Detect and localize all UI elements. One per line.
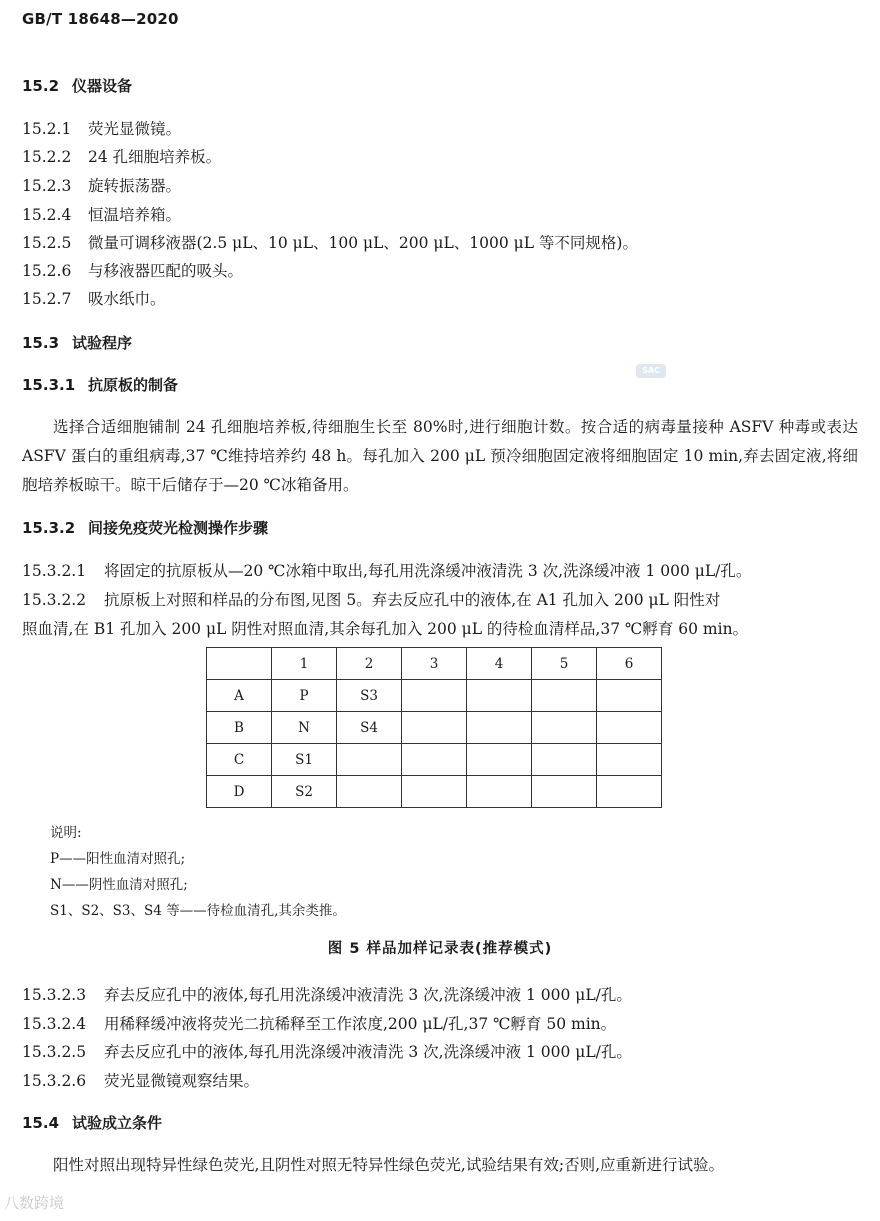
item-text: 吸水纸巾。 (88, 290, 166, 308)
table-cell: B (207, 712, 272, 744)
table-cell (532, 680, 597, 712)
step-text: 用稀释缓冲液将荧光二抗稀释至工作浓度,200 μL/孔,37 ℃孵育 50 min。 (104, 1015, 617, 1033)
paragraph-antigen-plate: 选择合适细胞铺制 24 孔细胞培养板,待细胞生长至 80%时,进行细胞计数。按合适的病毒量接种 ASFV 种毒或表达 ASFV 蛋白的重组病毒,37 ℃维持培养约 48 h。每孔加入 200 μL 预冷细胞固定液将细胞固定 10 min,弃去固定液,将细胞培养板晾干。晾干后储存于—20 ℃冰箱备用。 (22, 418, 858, 494)
list-item (22, 176, 181, 196)
table-cell: 4 (467, 648, 532, 680)
step-item (22, 590, 720, 610)
table-cell: S1 (272, 744, 337, 776)
list-item (22, 261, 243, 281)
figure-caption: 图 5 样品加样记录表(推荐模式) (327, 941, 553, 957)
table-cell: D (207, 776, 272, 808)
item-number: 15.2.6 (22, 262, 72, 280)
table-header-row (207, 648, 662, 680)
step-item (22, 561, 751, 581)
table-cell: S4 (337, 712, 402, 744)
step-number: 15.3.2.2 (22, 591, 87, 609)
table-cell: S3 (337, 680, 402, 712)
table-cell (402, 744, 467, 776)
table-row (207, 712, 662, 744)
step-text: 弃去反应孔中的液体,每孔用洗涤缓冲液清洗 3 次,洗涤缓冲液 1 000 μL/孔。 (104, 986, 632, 1004)
table-cell (207, 648, 272, 680)
section-15-4-heading (22, 1113, 162, 1133)
list-item (22, 289, 166, 309)
item-text: 微量可调移液器(2.5 μL、10 μL、100 μL、200 μL、1000 μL 等不同规格)。 (88, 234, 638, 252)
item-text: 24 孔细胞培养板。 (88, 148, 222, 166)
list-item (22, 147, 221, 167)
step-text: 荧光显微镜观察结果。 (104, 1072, 260, 1090)
legend-note: N——阴性血清对照孔; (50, 877, 188, 893)
table-cell (532, 712, 597, 744)
table-cell (467, 712, 532, 744)
table-cell (532, 744, 597, 776)
section-number: 15.3 (22, 334, 60, 352)
section-number: 15.4 (22, 1114, 60, 1132)
sample-layout-table (206, 647, 662, 808)
table-cell (402, 680, 467, 712)
table-cell (597, 680, 662, 712)
section-title: 试验成立条件 (72, 1114, 163, 1132)
table-cell (467, 744, 532, 776)
step-number: 15.3.2.4 (22, 1015, 87, 1033)
step-number: 15.3.2.1 (22, 562, 87, 580)
item-number: 15.2.5 (22, 234, 72, 252)
section-title: 试验程序 (72, 334, 133, 352)
step-number: 15.3.2.5 (22, 1043, 87, 1061)
step-item-continuation: 照血清,在 B1 孔加入 200 μL 阴性对照血清,其余每孔加入 200 μL 的待检血清样品,37 ℃孵育 60 min。 (22, 620, 749, 638)
step-item (22, 985, 632, 1005)
document-header: GB/T 18648—2020 (22, 10, 179, 28)
table-cell (597, 744, 662, 776)
table-cell: S2 (272, 776, 337, 808)
list-item (22, 119, 181, 139)
paragraph-validity: 阳性对照出现特异性绿色荧光,且阴性对照无特异性绿色荧光,试验结果有效;否则,应重新进行试验。 (53, 1156, 725, 1174)
table-cell: A (207, 680, 272, 712)
item-text: 恒温培养箱。 (88, 206, 182, 224)
table-row (207, 744, 662, 776)
table-cell: 5 (532, 648, 597, 680)
table-cell: 1 (272, 648, 337, 680)
step-item (22, 1042, 632, 1062)
step-item (22, 1071, 259, 1091)
table-cell (467, 680, 532, 712)
table-cell (402, 776, 467, 808)
item-text: 旋转振荡器。 (88, 177, 182, 195)
section-number: 15.2 (22, 77, 60, 95)
item-text: 与移液器匹配的吸头。 (88, 262, 244, 280)
list-item (22, 205, 181, 225)
item-number: 15.2.1 (22, 120, 72, 138)
item-text: 荧光显微镜。 (88, 120, 182, 138)
table-cell: P (272, 680, 337, 712)
table-cell: C (207, 744, 272, 776)
item-number: 15.2.7 (22, 290, 72, 308)
step-item (22, 1014, 616, 1034)
section-number: 15.3.2 (22, 519, 76, 537)
section-15-2-heading (22, 76, 132, 96)
item-number: 15.2.3 (22, 177, 72, 195)
table-cell: 2 (337, 648, 402, 680)
table-cell (402, 712, 467, 744)
legend-note: S1、S2、S3、S4 等——待检血清孔,其余类推。 (50, 903, 346, 919)
table-cell: 3 (402, 648, 467, 680)
item-number: 15.2.4 (22, 206, 72, 224)
table-cell (532, 776, 597, 808)
section-title: 抗原板的制备 (88, 376, 179, 394)
section-15-3-heading (22, 333, 132, 353)
table-cell: 6 (597, 648, 662, 680)
item-number: 15.2.2 (22, 148, 72, 166)
section-title: 仪器设备 (72, 77, 133, 95)
sac-stamp-logo: SAC (636, 364, 666, 378)
table-row (207, 680, 662, 712)
table-row (207, 776, 662, 808)
step-number: 15.3.2.6 (22, 1072, 87, 1090)
step-text: 抗原板上对照和样品的分布图,见图 5。弃去反应孔中的液体,在 A1 孔加入 200 μL 阳性对 (104, 591, 721, 609)
step-text: 将固定的抗原板从—20 ℃冰箱中取出,每孔用洗涤缓冲液清洗 3 次,洗涤缓冲液 1 000 μL/孔。 (104, 562, 752, 580)
watermark: 八数跨境 (4, 1194, 65, 1212)
legend-note: P——阳性血清对照孔; (50, 851, 186, 867)
table-cell: N (272, 712, 337, 744)
section-15-3-2-heading (22, 518, 268, 538)
table-cell (597, 776, 662, 808)
table-cell (597, 712, 662, 744)
table-cell (337, 776, 402, 808)
table-cell (337, 744, 402, 776)
table-cell (467, 776, 532, 808)
step-number: 15.3.2.3 (22, 986, 87, 1004)
section-15-3-1-heading (22, 375, 178, 395)
legend-note: 说明: (50, 825, 82, 841)
step-text: 弃去反应孔中的液体,每孔用洗涤缓冲液清洗 3 次,洗涤缓冲液 1 000 μL/孔。 (104, 1043, 632, 1061)
list-item (22, 233, 638, 253)
section-number: 15.3.1 (22, 376, 76, 394)
section-title: 间接免疫荧光检测操作步骤 (88, 519, 269, 537)
